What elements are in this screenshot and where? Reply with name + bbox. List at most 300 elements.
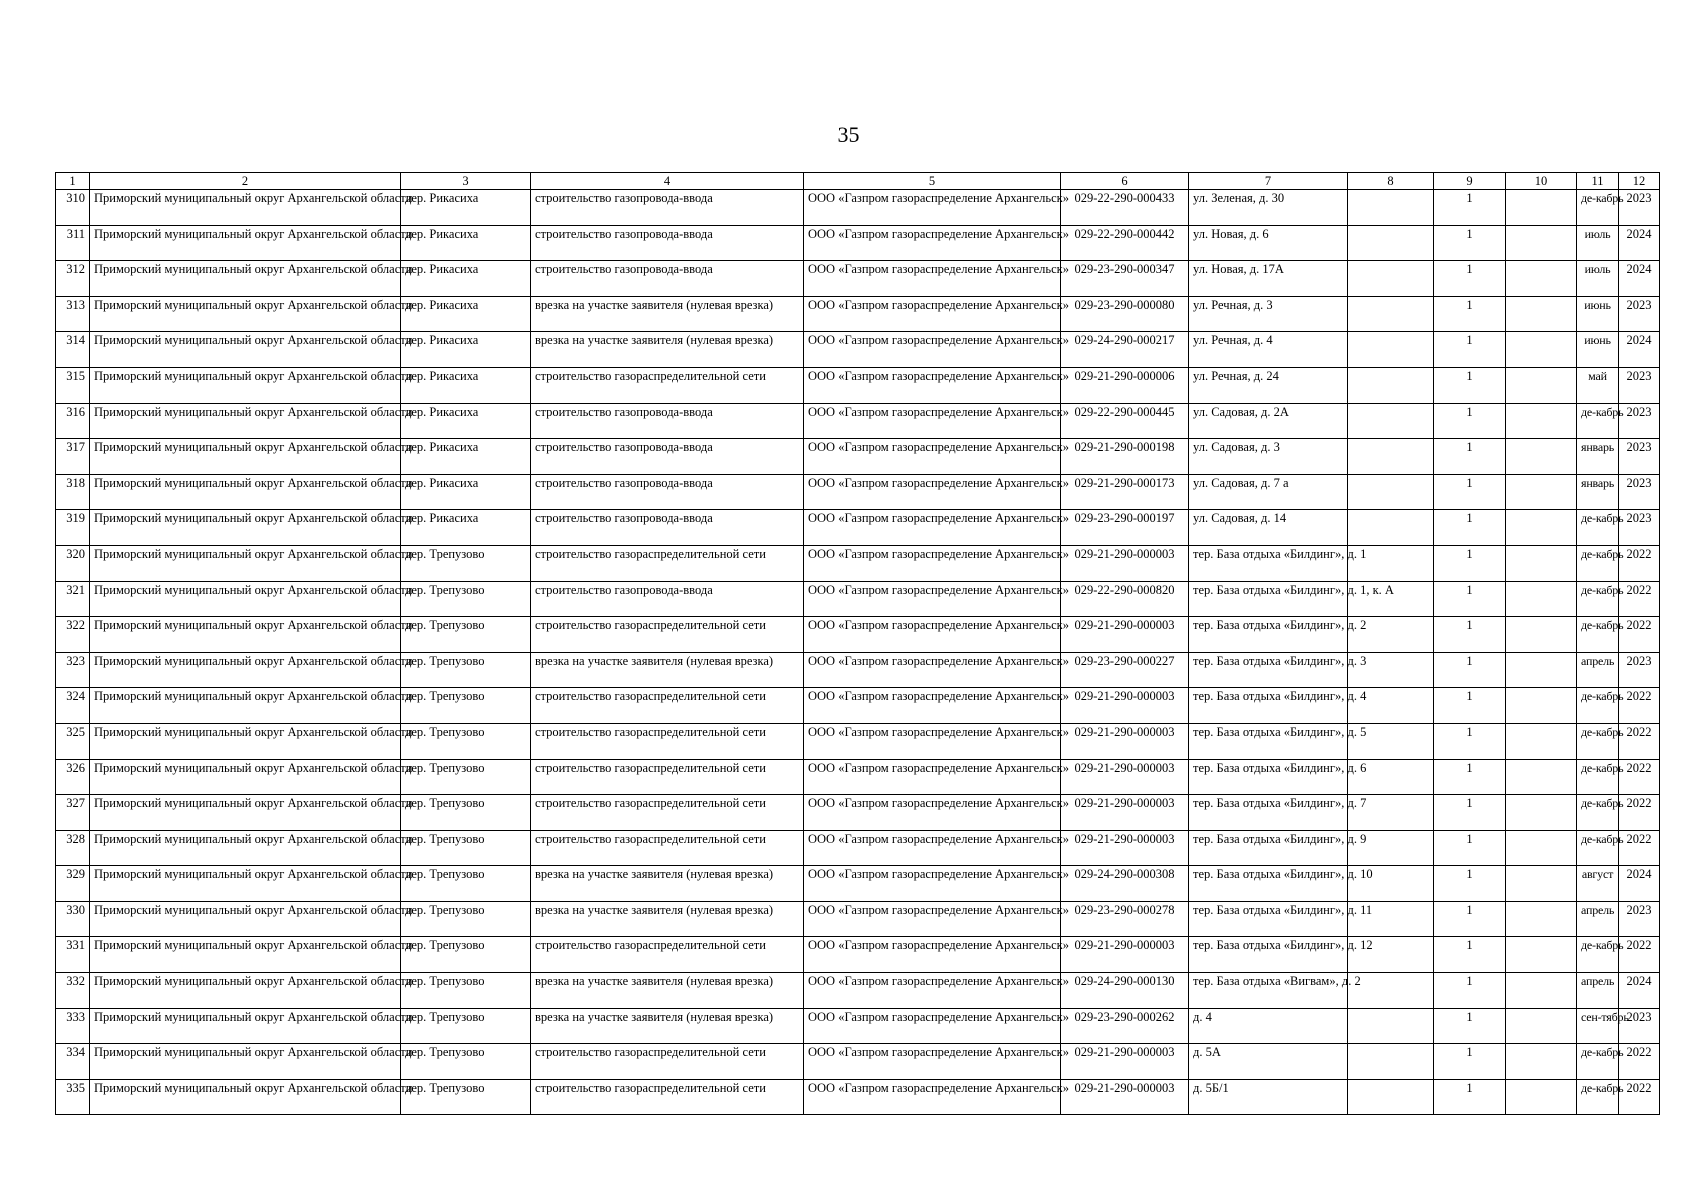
- table-row: [56, 332, 1660, 368]
- project-code-cell: 029-23-290-000262: [1061, 1008, 1189, 1044]
- work-type-cell: строительство газораспределительной сети: [531, 1044, 804, 1080]
- address-cell: тер. База отдыха «Вигвам», д. 2: [1189, 973, 1348, 1009]
- district-cell: Приморский муниципальный округ Архангельской области: [90, 581, 401, 617]
- project-code-cell: 029-21-290-000198: [1061, 439, 1189, 475]
- column-8-cell: [1348, 296, 1434, 332]
- settlement-cell: дер. Трепузово: [401, 723, 531, 759]
- row-number: 328: [56, 830, 90, 866]
- count-cell: 1: [1434, 367, 1506, 403]
- settlement-cell: дер. Трепузово: [401, 866, 531, 902]
- column-10-cell: [1506, 296, 1577, 332]
- address-cell: ул. Садовая, д. 3: [1189, 439, 1348, 475]
- column-10-cell: [1506, 403, 1577, 439]
- work-type-cell: строительство газораспределительной сети: [531, 723, 804, 759]
- row-number: 311: [56, 225, 90, 261]
- district-cell: Приморский муниципальный округ Архангельской области: [90, 510, 401, 546]
- address-cell: тер. База отдыха «Билдинг», д. 12: [1189, 937, 1348, 973]
- table-row: [56, 688, 1660, 724]
- count-cell: 1: [1434, 795, 1506, 831]
- month-cell: июнь: [1577, 332, 1619, 368]
- project-code-cell: 029-23-290-000197: [1061, 510, 1189, 546]
- settlement-cell: дер. Трепузово: [401, 1008, 531, 1044]
- month-cell: де-кабрь: [1577, 581, 1619, 617]
- column-8-cell: [1348, 403, 1434, 439]
- project-code-cell: 029-21-290-000003: [1061, 688, 1189, 724]
- organization-cell: ООО «Газпром газораспределение Архангельск»: [804, 617, 1061, 653]
- project-code-cell: 029-23-290-000080: [1061, 296, 1189, 332]
- count-cell: 1: [1434, 581, 1506, 617]
- row-number: 325: [56, 723, 90, 759]
- work-type-cell: строительство газопровода-ввода: [531, 225, 804, 261]
- column-8-cell: [1348, 439, 1434, 475]
- address-cell: тер. База отдыха «Билдинг», д. 7: [1189, 795, 1348, 831]
- organization-cell: ООО «Газпром газораспределение Архангельск»: [804, 652, 1061, 688]
- year-cell: 2022: [1619, 1044, 1660, 1080]
- year-cell: 2022: [1619, 830, 1660, 866]
- column-number-header: 2: [90, 173, 401, 190]
- work-type-cell: врезка на участке заявителя (нулевая врезка): [531, 332, 804, 368]
- year-cell: 2022: [1619, 759, 1660, 795]
- table-row: [56, 901, 1660, 937]
- row-number: 315: [56, 367, 90, 403]
- organization-cell: ООО «Газпром газораспределение Архангельск»: [804, 545, 1061, 581]
- table-row: [56, 403, 1660, 439]
- column-10-cell: [1506, 261, 1577, 297]
- year-cell: 2023: [1619, 1008, 1660, 1044]
- month-cell: де-кабрь: [1577, 617, 1619, 653]
- month-cell: июль: [1577, 225, 1619, 261]
- district-cell: Приморский муниципальный округ Архангельской области: [90, 937, 401, 973]
- address-cell: тер. База отдыха «Билдинг», д. 6: [1189, 759, 1348, 795]
- district-cell: Приморский муниципальный округ Архангельской области: [90, 617, 401, 653]
- project-code-cell: 029-22-290-000445: [1061, 403, 1189, 439]
- table-row: [56, 581, 1660, 617]
- column-10-cell: [1506, 190, 1577, 226]
- table-row: [56, 296, 1660, 332]
- organization-cell: ООО «Газпром газораспределение Архангельск»: [804, 332, 1061, 368]
- work-type-cell: строительство газораспределительной сети: [531, 759, 804, 795]
- project-code-cell: 029-22-290-000433: [1061, 190, 1189, 226]
- table-body: [56, 190, 1660, 1115]
- month-cell: апрель: [1577, 901, 1619, 937]
- month-cell: июнь: [1577, 296, 1619, 332]
- settlement-cell: дер. Рикасиха: [401, 474, 531, 510]
- year-cell: 2023: [1619, 367, 1660, 403]
- address-cell: д. 5А: [1189, 1044, 1348, 1080]
- work-type-cell: строительство газораспределительной сети: [531, 367, 804, 403]
- project-code-cell: 029-21-290-000173: [1061, 474, 1189, 510]
- table-row: [56, 439, 1660, 475]
- row-number: 332: [56, 973, 90, 1009]
- column-10-cell: [1506, 510, 1577, 546]
- count-cell: 1: [1434, 652, 1506, 688]
- district-cell: Приморский муниципальный округ Архангельской области: [90, 474, 401, 510]
- work-type-cell: врезка на участке заявителя (нулевая врезка): [531, 296, 804, 332]
- column-number-header: 6: [1061, 173, 1189, 190]
- address-cell: тер. База отдыха «Билдинг», д. 2: [1189, 617, 1348, 653]
- month-cell: май: [1577, 367, 1619, 403]
- organization-cell: ООО «Газпром газораспределение Архангельск»: [804, 296, 1061, 332]
- column-8-cell: [1348, 261, 1434, 297]
- table-row: [56, 545, 1660, 581]
- organization-cell: ООО «Газпром газораспределение Архангельск»: [804, 866, 1061, 902]
- month-cell: де-кабрь: [1577, 937, 1619, 973]
- settlement-cell: дер. Трепузово: [401, 652, 531, 688]
- organization-cell: ООО «Газпром газораспределение Архангельск»: [804, 474, 1061, 510]
- project-code-cell: 029-21-290-000003: [1061, 1079, 1189, 1115]
- column-8-cell: [1348, 510, 1434, 546]
- column-10-cell: [1506, 652, 1577, 688]
- registry-table: [55, 172, 1660, 1115]
- district-cell: Приморский муниципальный округ Архангельской области: [90, 973, 401, 1009]
- column-10-cell: [1506, 759, 1577, 795]
- column-number-header: 7: [1189, 173, 1348, 190]
- count-cell: 1: [1434, 261, 1506, 297]
- column-10-cell: [1506, 1044, 1577, 1080]
- month-cell: де-кабрь: [1577, 1079, 1619, 1115]
- table-row: [56, 830, 1660, 866]
- district-cell: Приморский муниципальный округ Архангельской области: [90, 866, 401, 902]
- count-cell: 1: [1434, 937, 1506, 973]
- address-cell: тер. База отдыха «Билдинг», д. 4: [1189, 688, 1348, 724]
- count-cell: 1: [1434, 190, 1506, 226]
- address-cell: ул. Садовая, д. 2А: [1189, 403, 1348, 439]
- address-cell: тер. База отдыха «Билдинг», д. 3: [1189, 652, 1348, 688]
- row-number: 314: [56, 332, 90, 368]
- work-type-cell: строительство газораспределительной сети: [531, 617, 804, 653]
- column-10-cell: [1506, 795, 1577, 831]
- project-code-cell: 029-24-290-000308: [1061, 866, 1189, 902]
- row-number: 335: [56, 1079, 90, 1115]
- project-code-cell: 029-23-290-000347: [1061, 261, 1189, 297]
- work-type-cell: строительство газораспределительной сети: [531, 937, 804, 973]
- work-type-cell: врезка на участке заявителя (нулевая врезка): [531, 866, 804, 902]
- settlement-cell: дер. Трепузово: [401, 545, 531, 581]
- count-cell: 1: [1434, 332, 1506, 368]
- work-type-cell: строительство газораспределительной сети: [531, 1079, 804, 1115]
- settlement-cell: дер. Рикасиха: [401, 261, 531, 297]
- settlement-cell: дер. Трепузово: [401, 937, 531, 973]
- settlement-cell: дер. Рикасиха: [401, 403, 531, 439]
- work-type-cell: строительство газораспределительной сети: [531, 688, 804, 724]
- organization-cell: ООО «Газпром газораспределение Архангельск»: [804, 225, 1061, 261]
- project-code-cell: 029-21-290-000003: [1061, 617, 1189, 653]
- district-cell: Приморский муниципальный округ Архангельской области: [90, 723, 401, 759]
- organization-cell: ООО «Газпром газораспределение Архангельск»: [804, 1044, 1061, 1080]
- year-cell: 2023: [1619, 403, 1660, 439]
- column-8-cell: [1348, 1044, 1434, 1080]
- settlement-cell: дер. Рикасиха: [401, 332, 531, 368]
- project-code-cell: 029-23-290-000278: [1061, 901, 1189, 937]
- district-cell: Приморский муниципальный округ Архангельской области: [90, 901, 401, 937]
- organization-cell: ООО «Газпром газораспределение Архангельск»: [804, 901, 1061, 937]
- year-cell: 2024: [1619, 225, 1660, 261]
- project-code-cell: 029-23-290-000227: [1061, 652, 1189, 688]
- column-8-cell: [1348, 332, 1434, 368]
- settlement-cell: дер. Трепузово: [401, 581, 531, 617]
- column-8-cell: [1348, 367, 1434, 403]
- year-cell: 2024: [1619, 261, 1660, 297]
- row-number: 320: [56, 545, 90, 581]
- settlement-cell: дер. Рикасиха: [401, 296, 531, 332]
- project-code-cell: 029-21-290-000003: [1061, 723, 1189, 759]
- count-cell: 1: [1434, 901, 1506, 937]
- row-number: 323: [56, 652, 90, 688]
- column-number-header: 8: [1348, 173, 1434, 190]
- year-cell: 2022: [1619, 545, 1660, 581]
- work-type-cell: врезка на участке заявителя (нулевая врезка): [531, 652, 804, 688]
- year-cell: 2022: [1619, 1079, 1660, 1115]
- count-cell: 1: [1434, 723, 1506, 759]
- month-cell: де-кабрь: [1577, 190, 1619, 226]
- column-number-row: [56, 173, 1660, 190]
- column-8-cell: [1348, 1079, 1434, 1115]
- work-type-cell: строительство газопровода-ввода: [531, 474, 804, 510]
- district-cell: Приморский муниципальный округ Архангельской области: [90, 332, 401, 368]
- work-type-cell: врезка на участке заявителя (нулевая врезка): [531, 901, 804, 937]
- address-cell: ул. Новая, д. 17А: [1189, 261, 1348, 297]
- organization-cell: ООО «Газпром газораспределение Архангельск»: [804, 937, 1061, 973]
- project-code-cell: 029-21-290-000003: [1061, 830, 1189, 866]
- year-cell: 2022: [1619, 581, 1660, 617]
- column-10-cell: [1506, 474, 1577, 510]
- row-number: 319: [56, 510, 90, 546]
- settlement-cell: дер. Рикасиха: [401, 190, 531, 226]
- row-number: 331: [56, 937, 90, 973]
- row-number: 322: [56, 617, 90, 653]
- work-type-cell: врезка на участке заявителя (нулевая врезка): [531, 973, 804, 1009]
- table-row: [56, 1008, 1660, 1044]
- organization-cell: ООО «Газпром газораспределение Архангельск»: [804, 723, 1061, 759]
- year-cell: 2023: [1619, 652, 1660, 688]
- project-code-cell: 029-22-290-000442: [1061, 225, 1189, 261]
- district-cell: Приморский муниципальный округ Архангельской области: [90, 688, 401, 724]
- year-cell: 2023: [1619, 474, 1660, 510]
- district-cell: Приморский муниципальный округ Архангельской области: [90, 795, 401, 831]
- year-cell: 2022: [1619, 795, 1660, 831]
- column-number-header: 5: [804, 173, 1061, 190]
- count-cell: 1: [1434, 1079, 1506, 1115]
- count-cell: 1: [1434, 617, 1506, 653]
- month-cell: де-кабрь: [1577, 759, 1619, 795]
- settlement-cell: дер. Рикасиха: [401, 510, 531, 546]
- column-10-cell: [1506, 973, 1577, 1009]
- project-code-cell: 029-21-290-000003: [1061, 759, 1189, 795]
- district-cell: Приморский муниципальный округ Архангельской области: [90, 225, 401, 261]
- column-8-cell: [1348, 1008, 1434, 1044]
- settlement-cell: дер. Рикасиха: [401, 367, 531, 403]
- row-number: 313: [56, 296, 90, 332]
- row-number: 329: [56, 866, 90, 902]
- row-number: 334: [56, 1044, 90, 1080]
- district-cell: Приморский муниципальный округ Архангельской области: [90, 439, 401, 475]
- row-number: 321: [56, 581, 90, 617]
- column-8-cell: [1348, 474, 1434, 510]
- row-number: 318: [56, 474, 90, 510]
- project-code-cell: 029-21-290-000003: [1061, 1044, 1189, 1080]
- row-number: 312: [56, 261, 90, 297]
- table-row: [56, 190, 1660, 226]
- project-code-cell: 029-21-290-000006: [1061, 367, 1189, 403]
- row-number: 317: [56, 439, 90, 475]
- organization-cell: ООО «Газпром газораспределение Архангельск»: [804, 261, 1061, 297]
- project-code-cell: 029-21-290-000003: [1061, 545, 1189, 581]
- table-row: [56, 367, 1660, 403]
- month-cell: сен-тябрь: [1577, 1008, 1619, 1044]
- work-type-cell: строительство газораспределительной сети: [531, 795, 804, 831]
- column-10-cell: [1506, 830, 1577, 866]
- year-cell: 2023: [1619, 510, 1660, 546]
- column-10-cell: [1506, 937, 1577, 973]
- district-cell: Приморский муниципальный округ Архангельской области: [90, 1008, 401, 1044]
- address-cell: д. 5Б/1: [1189, 1079, 1348, 1115]
- district-cell: Приморский муниципальный округ Архангельской области: [90, 190, 401, 226]
- settlement-cell: дер. Трепузово: [401, 688, 531, 724]
- month-cell: апрель: [1577, 973, 1619, 1009]
- work-type-cell: строительство газопровода-ввода: [531, 510, 804, 546]
- count-cell: 1: [1434, 439, 1506, 475]
- work-type-cell: строительство газопровода-ввода: [531, 190, 804, 226]
- column-10-cell: [1506, 1079, 1577, 1115]
- month-cell: де-кабрь: [1577, 795, 1619, 831]
- work-type-cell: строительство газораспределительной сети: [531, 830, 804, 866]
- row-number: 316: [56, 403, 90, 439]
- address-cell: тер. База отдыха «Билдинг», д. 1: [1189, 545, 1348, 581]
- year-cell: 2024: [1619, 332, 1660, 368]
- column-10-cell: [1506, 617, 1577, 653]
- column-10-cell: [1506, 545, 1577, 581]
- district-cell: Приморский муниципальный округ Архангельской области: [90, 1079, 401, 1115]
- table-row: [56, 652, 1660, 688]
- column-number-header: 9: [1434, 173, 1506, 190]
- column-number-header: 1: [56, 173, 90, 190]
- page-number: 35: [837, 122, 860, 147]
- year-cell: 2023: [1619, 190, 1660, 226]
- count-cell: 1: [1434, 830, 1506, 866]
- table-row: [56, 510, 1660, 546]
- settlement-cell: дер. Трепузово: [401, 759, 531, 795]
- settlement-cell: дер. Трепузово: [401, 795, 531, 831]
- row-number: 324: [56, 688, 90, 724]
- count-cell: 1: [1434, 474, 1506, 510]
- table-row: [56, 866, 1660, 902]
- organization-cell: ООО «Газпром газораспределение Архангельск»: [804, 510, 1061, 546]
- work-type-cell: строительство газопровода-ввода: [531, 261, 804, 297]
- count-cell: 1: [1434, 403, 1506, 439]
- year-cell: 2022: [1619, 723, 1660, 759]
- district-cell: Приморский муниципальный округ Архангельской области: [90, 759, 401, 795]
- organization-cell: ООО «Газпром газораспределение Архангельск»: [804, 581, 1061, 617]
- count-cell: 1: [1434, 1044, 1506, 1080]
- address-cell: д. 4: [1189, 1008, 1348, 1044]
- organization-cell: ООО «Газпром газораспределение Архангельск»: [804, 973, 1061, 1009]
- column-10-cell: [1506, 1008, 1577, 1044]
- table-row: [56, 937, 1660, 973]
- work-type-cell: строительство газопровода-ввода: [531, 581, 804, 617]
- year-cell: 2023: [1619, 439, 1660, 475]
- address-cell: ул. Новая, д. 6: [1189, 225, 1348, 261]
- project-code-cell: 029-24-290-000217: [1061, 332, 1189, 368]
- column-number-header: 11: [1577, 173, 1619, 190]
- year-cell: 2022: [1619, 937, 1660, 973]
- district-cell: Приморский муниципальный округ Архангельской области: [90, 830, 401, 866]
- table-row: [56, 1079, 1660, 1115]
- year-cell: 2023: [1619, 296, 1660, 332]
- table-row: [56, 225, 1660, 261]
- project-code-cell: 029-24-290-000130: [1061, 973, 1189, 1009]
- organization-cell: ООО «Газпром газораспределение Архангельск»: [804, 190, 1061, 226]
- count-cell: 1: [1434, 973, 1506, 1009]
- month-cell: де-кабрь: [1577, 688, 1619, 724]
- address-cell: ул. Речная, д. 3: [1189, 296, 1348, 332]
- organization-cell: ООО «Газпром газораспределение Архангельск»: [804, 830, 1061, 866]
- column-10-cell: [1506, 439, 1577, 475]
- project-code-cell: 029-21-290-000003: [1061, 937, 1189, 973]
- table-row: [56, 617, 1660, 653]
- row-number: 333: [56, 1008, 90, 1044]
- district-cell: Приморский муниципальный округ Архангельской области: [90, 545, 401, 581]
- month-cell: июль: [1577, 261, 1619, 297]
- month-cell: де-кабрь: [1577, 510, 1619, 546]
- address-cell: ул. Садовая, д. 14: [1189, 510, 1348, 546]
- month-cell: де-кабрь: [1577, 545, 1619, 581]
- organization-cell: ООО «Газпром газораспределение Архангельск»: [804, 439, 1061, 475]
- settlement-cell: дер. Трепузово: [401, 617, 531, 653]
- address-cell: тер. База отдыха «Билдинг», д. 10: [1189, 866, 1348, 902]
- count-cell: 1: [1434, 688, 1506, 724]
- count-cell: 1: [1434, 759, 1506, 795]
- project-code-cell: 029-21-290-000003: [1061, 795, 1189, 831]
- year-cell: 2022: [1619, 688, 1660, 724]
- district-cell: Приморский муниципальный округ Архангельской области: [90, 652, 401, 688]
- row-number: 310: [56, 190, 90, 226]
- settlement-cell: дер. Трепузово: [401, 830, 531, 866]
- table-row: [56, 261, 1660, 297]
- district-cell: Приморский муниципальный округ Архангельской области: [90, 367, 401, 403]
- organization-cell: ООО «Газпром газораспределение Архангельск»: [804, 367, 1061, 403]
- column-8-cell: [1348, 225, 1434, 261]
- work-type-cell: врезка на участке заявителя (нулевая врезка): [531, 1008, 804, 1044]
- column-10-cell: [1506, 225, 1577, 261]
- count-cell: 1: [1434, 1008, 1506, 1044]
- column-10-cell: [1506, 723, 1577, 759]
- table-row: [56, 1044, 1660, 1080]
- project-code-cell: 029-22-290-000820: [1061, 581, 1189, 617]
- address-cell: тер. База отдыха «Билдинг», д. 5: [1189, 723, 1348, 759]
- address-cell: тер. База отдыха «Билдинг», д. 11: [1189, 901, 1348, 937]
- address-cell: ул. Зеленая, д. 30: [1189, 190, 1348, 226]
- settlement-cell: дер. Рикасиха: [401, 225, 531, 261]
- year-cell: 2024: [1619, 973, 1660, 1009]
- month-cell: август: [1577, 866, 1619, 902]
- organization-cell: ООО «Газпром газораспределение Архангельск»: [804, 1008, 1061, 1044]
- address-cell: тер. База отдыха «Билдинг», д. 1, к. А: [1189, 581, 1348, 617]
- column-number-header: 12: [1619, 173, 1660, 190]
- address-cell: ул. Речная, д. 24: [1189, 367, 1348, 403]
- table-row: [56, 474, 1660, 510]
- settlement-cell: дер. Рикасиха: [401, 439, 531, 475]
- month-cell: де-кабрь: [1577, 403, 1619, 439]
- address-cell: тер. База отдыха «Билдинг», д. 9: [1189, 830, 1348, 866]
- column-10-cell: [1506, 581, 1577, 617]
- district-cell: Приморский муниципальный округ Архангельской области: [90, 296, 401, 332]
- column-8-cell: [1348, 190, 1434, 226]
- row-number: 326: [56, 759, 90, 795]
- work-type-cell: строительство газораспределительной сети: [531, 545, 804, 581]
- district-cell: Приморский муниципальный округ Архангельской области: [90, 261, 401, 297]
- table-row: [56, 723, 1660, 759]
- count-cell: 1: [1434, 296, 1506, 332]
